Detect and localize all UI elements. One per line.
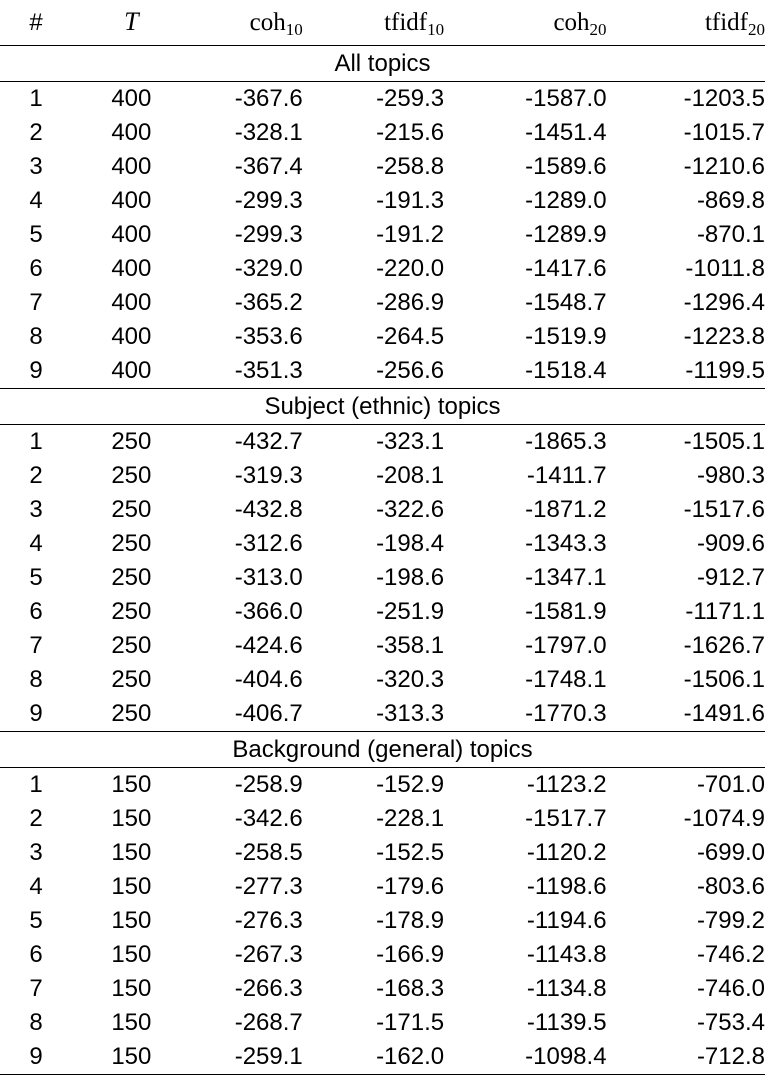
cell-id: 4 — [29, 530, 43, 557]
cell-id: 7 — [29, 975, 43, 1002]
cell-tfidf10: -313.3 — [376, 700, 445, 727]
cell-coh10: -424.6 — [234, 632, 303, 659]
cell-tfidf10: -166.9 — [376, 941, 445, 968]
section-title: All topics — [0, 46, 765, 82]
cell-tfidf20: -909.6 — [696, 530, 765, 557]
cell-coh10: -367.4 — [234, 153, 303, 180]
cell-coh20: -1139.5 — [526, 1009, 607, 1036]
cell-id: 9 — [29, 357, 43, 384]
cell-coh20: -1289.9 — [525, 221, 607, 248]
cell-id: 7 — [29, 289, 43, 316]
cell-id: 9 — [29, 700, 43, 727]
cell-tfidf20: -1199.5 — [685, 357, 765, 384]
cell-coh20: -1770.3 — [525, 700, 607, 727]
cell-t: 250 — [111, 496, 152, 523]
cell-t: 400 — [111, 187, 152, 214]
section-header-row — [0, 389, 765, 425]
section-header-row — [0, 732, 765, 768]
section-title: Background (general) topics — [0, 732, 765, 768]
cell-tfidf20: -746.0 — [696, 975, 765, 1002]
cell-tfidf20: -980.3 — [696, 462, 765, 489]
cell-coh10: -299.3 — [234, 221, 303, 248]
section-header-row — [0, 46, 765, 82]
cell-tfidf10: -208.1 — [376, 462, 445, 489]
cell-tfidf10: -251.9 — [376, 598, 445, 625]
cell-tfidf20: -1491.6 — [683, 700, 765, 727]
cell-id: 4 — [29, 187, 43, 214]
cell-tfidf10: -171.5 — [376, 1009, 445, 1036]
cell-tfidf10: -178.9 — [376, 907, 445, 934]
cell-id: 6 — [29, 941, 43, 968]
cell-coh10: -365.2 — [234, 289, 303, 316]
cell-tfidf20: -803.6 — [696, 873, 765, 900]
table-row — [0, 116, 765, 150]
cell-coh10: -404.6 — [234, 666, 303, 693]
cell-coh20: -1581.9 — [525, 598, 607, 625]
header-coh20 — [444, 0, 606, 46]
cell-tfidf20: -753.4 — [696, 1009, 765, 1036]
cell-coh20: -1143.8 — [526, 941, 607, 968]
cell-t: 400 — [111, 255, 152, 282]
table-row — [0, 493, 765, 527]
table-row — [0, 1006, 765, 1040]
header-coh10 — [190, 0, 302, 46]
cell-coh20: -1123.2 — [444, 768, 606, 803]
cell-id: 9 — [0, 1040, 72, 1075]
cell-tfidf10: -320.3 — [376, 666, 445, 693]
cell-tfidf20: -699.0 — [696, 839, 765, 866]
table-row — [0, 459, 765, 493]
cell-tfidf20: -1074.9 — [683, 805, 765, 832]
cell-t: 150 — [111, 941, 152, 968]
cell-t: 250 — [111, 564, 152, 591]
cell-tfidf20: -870.1 — [696, 221, 765, 248]
table-row — [0, 82, 765, 117]
header-row — [0, 0, 765, 46]
table-row — [0, 802, 765, 836]
header-id: # — [29, 8, 43, 36]
cell-t: 400 — [111, 323, 152, 350]
cell-coh20: -1417.6 — [525, 255, 607, 282]
table-row — [0, 184, 765, 218]
table-row — [0, 904, 765, 938]
cell-tfidf20: -746.2 — [696, 941, 765, 968]
cell-coh10: -267.3 — [234, 941, 303, 968]
cell-coh10: -342.6 — [234, 805, 303, 832]
table-row — [0, 354, 765, 389]
cell-tfidf10: -258.8 — [376, 153, 445, 180]
cell-id: 7 — [29, 632, 43, 659]
cell-coh10: -432.7 — [190, 425, 302, 460]
cell-coh20: -1519.9 — [525, 323, 607, 350]
cell-coh10: -328.1 — [234, 119, 303, 146]
cell-coh20: -1871.2 — [525, 496, 607, 523]
cell-coh20: -1120.2 — [526, 839, 607, 866]
cell-tfidf10: -286.9 — [376, 289, 445, 316]
cell-tfidf10: -215.6 — [376, 119, 445, 146]
header-coh20-base: coh — [553, 8, 590, 36]
cell-coh20: -1134.8 — [526, 975, 607, 1002]
header-tfidf20-base: tfidf — [704, 8, 748, 36]
cell-tfidf20: -712.8 — [607, 1040, 765, 1075]
cell-coh10: -353.6 — [234, 323, 303, 350]
cell-tfidf20: -1505.1 — [607, 425, 765, 460]
cell-t: 150 — [111, 839, 152, 866]
cell-coh10: -406.7 — [234, 700, 303, 727]
table-header — [0, 0, 765, 46]
cell-tfidf20: -1296.4 — [683, 289, 765, 316]
table-body — [0, 46, 765, 1075]
cell-t: 150 — [111, 805, 152, 832]
cell-tfidf10: -191.2 — [376, 221, 445, 248]
cell-tfidf10: -256.6 — [376, 357, 445, 384]
cell-coh10: -276.3 — [234, 907, 303, 934]
cell-id: 5 — [29, 564, 43, 591]
cell-tfidf10: -152.5 — [376, 839, 445, 866]
cell-tfidf10: -259.3 — [303, 82, 444, 117]
table-row — [0, 320, 765, 354]
header-tfidf10 — [303, 0, 444, 46]
cell-id: 1 — [0, 768, 72, 803]
cell-id: 5 — [29, 907, 43, 934]
cell-coh10: -259.1 — [190, 1040, 302, 1075]
table-row — [0, 252, 765, 286]
cell-coh20: -1517.7 — [525, 805, 607, 832]
cell-id: 3 — [29, 839, 43, 866]
cell-coh20: -1748.1 — [525, 666, 607, 693]
cell-tfidf20: -799.2 — [696, 907, 765, 934]
header-coh10-sub: 10 — [285, 19, 303, 39]
cell-t: 150 — [111, 975, 152, 1002]
table-row — [0, 836, 765, 870]
section-title: Subject (ethnic) topics — [0, 389, 765, 425]
cell-t: 400 — [111, 221, 152, 248]
cell-tfidf10: -198.4 — [376, 530, 445, 557]
cell-coh20: -1343.3 — [525, 530, 607, 557]
cell-id: 8 — [29, 666, 43, 693]
cell-coh10: -432.8 — [234, 496, 303, 523]
cell-coh20: -1289.0 — [525, 187, 607, 214]
cell-tfidf10: -358.1 — [376, 632, 445, 659]
cell-coh20: -1548.7 — [525, 289, 607, 316]
cell-tfidf20: -869.8 — [696, 187, 765, 214]
cell-t: 250 — [111, 700, 152, 727]
cell-tfidf20: -1223.8 — [683, 323, 765, 350]
cell-t: 150 — [111, 1009, 152, 1036]
cell-tfidf20: -701.0 — [607, 768, 765, 803]
cell-t: 400 — [111, 119, 152, 146]
cell-tfidf20: -912.7 — [696, 564, 765, 591]
table-row — [0, 527, 765, 561]
header-tfidf20-sub: 20 — [748, 19, 765, 39]
cell-id: 1 — [0, 82, 72, 117]
cell-coh10: -266.3 — [234, 975, 303, 1002]
cell-tfidf20: -1626.7 — [683, 632, 765, 659]
cell-id: 3 — [29, 153, 43, 180]
cell-id: 6 — [29, 255, 43, 282]
cell-coh10: -367.6 — [190, 82, 302, 117]
table-row — [0, 768, 765, 803]
cell-coh10: -319.3 — [234, 462, 303, 489]
cell-t: 250 — [111, 462, 152, 489]
cell-coh20: -1098.4 — [444, 1040, 606, 1075]
table-row — [0, 663, 765, 697]
header-coh20-sub: 20 — [589, 19, 607, 39]
cell-t: 250 — [72, 425, 190, 460]
cell-coh20: -1194.6 — [526, 907, 607, 934]
cell-tfidf10: -220.0 — [376, 255, 445, 282]
cell-id: 4 — [29, 873, 43, 900]
cell-tfidf20: -1015.7 — [683, 119, 765, 146]
cell-t: 250 — [111, 530, 152, 557]
cell-id: 1 — [0, 425, 72, 460]
cell-id: 2 — [29, 462, 43, 489]
cell-coh10: -329.0 — [234, 255, 303, 282]
cell-t: 400 — [111, 289, 152, 316]
header-tfidf10-base: tfidf — [384, 8, 428, 36]
cell-coh20: -1198.6 — [526, 873, 607, 900]
table-row — [0, 629, 765, 663]
cell-tfidf10: -179.6 — [376, 873, 445, 900]
cell-t: 150 — [111, 907, 152, 934]
cell-tfidf20: -1171.1 — [685, 598, 765, 625]
cell-t: 250 — [111, 632, 152, 659]
cell-tfidf20: -1203.5 — [607, 82, 765, 117]
cell-id: 8 — [29, 1009, 43, 1036]
cell-tfidf10: -168.3 — [376, 975, 445, 1002]
cell-t: 150 — [111, 873, 152, 900]
table-row — [0, 218, 765, 252]
header-coh10-base: coh — [249, 8, 286, 36]
cell-coh20: -1865.3 — [444, 425, 606, 460]
cell-tfidf20: -1506.1 — [683, 666, 765, 693]
table-row — [0, 938, 765, 972]
cell-id: 6 — [29, 598, 43, 625]
cell-tfidf20: -1210.6 — [683, 153, 765, 180]
cell-coh10: -313.0 — [234, 564, 303, 591]
header-t — [72, 0, 190, 46]
cell-tfidf10: -323.1 — [303, 425, 444, 460]
cell-coh10: -299.3 — [234, 187, 303, 214]
table-row — [0, 425, 765, 460]
cell-t: 150 — [72, 768, 190, 803]
table-row — [0, 1040, 765, 1075]
cell-coh20: -1587.0 — [444, 82, 606, 117]
cell-coh20: -1451.4 — [525, 119, 607, 146]
table-row — [0, 561, 765, 595]
header-tfidf20 — [607, 0, 765, 46]
cell-coh10: -268.7 — [234, 1009, 303, 1036]
table-row — [0, 286, 765, 320]
header-tfidf10-sub: 10 — [427, 19, 445, 39]
cell-id: 2 — [29, 805, 43, 832]
cell-t: 400 — [72, 82, 190, 117]
table-row — [0, 150, 765, 184]
cell-coh10: -258.5 — [234, 839, 303, 866]
cell-t: 250 — [111, 666, 152, 693]
cell-id: 2 — [29, 119, 43, 146]
cell-tfidf10: -152.9 — [303, 768, 444, 803]
cell-coh20: -1518.4 — [525, 357, 607, 384]
table-row — [0, 972, 765, 1006]
cell-id: 3 — [29, 496, 43, 523]
cell-tfidf10: -322.6 — [376, 496, 445, 523]
cell-id: 5 — [29, 221, 43, 248]
cell-coh10: -277.3 — [234, 873, 303, 900]
cell-tfidf20: -1517.6 — [683, 496, 765, 523]
cell-coh20: -1797.0 — [525, 632, 607, 659]
cell-t: 400 — [111, 153, 152, 180]
cell-id: 8 — [29, 323, 43, 350]
cell-coh20: -1411.7 — [526, 462, 607, 489]
cell-tfidf10: -198.6 — [376, 564, 445, 591]
table-row — [0, 697, 765, 732]
cell-tfidf10: -191.3 — [376, 187, 445, 214]
cell-t: 150 — [72, 1040, 190, 1075]
header-t-label: T — [124, 7, 139, 36]
cell-tfidf10: -264.5 — [376, 323, 445, 350]
cell-tfidf20: -1011.8 — [685, 255, 765, 282]
cell-coh10: -366.0 — [234, 598, 303, 625]
cell-coh10: -312.6 — [234, 530, 303, 557]
cell-tfidf10: -228.1 — [376, 805, 445, 832]
cell-coh10: -258.9 — [190, 768, 302, 803]
cell-tfidf10: -162.0 — [303, 1040, 444, 1075]
table-row — [0, 870, 765, 904]
cell-coh20: -1589.6 — [525, 153, 607, 180]
cell-coh10: -351.3 — [234, 357, 303, 384]
cell-t: 400 — [111, 357, 152, 384]
cell-coh20: -1347.1 — [525, 564, 607, 591]
cell-t: 250 — [111, 598, 152, 625]
table-row — [0, 595, 765, 629]
